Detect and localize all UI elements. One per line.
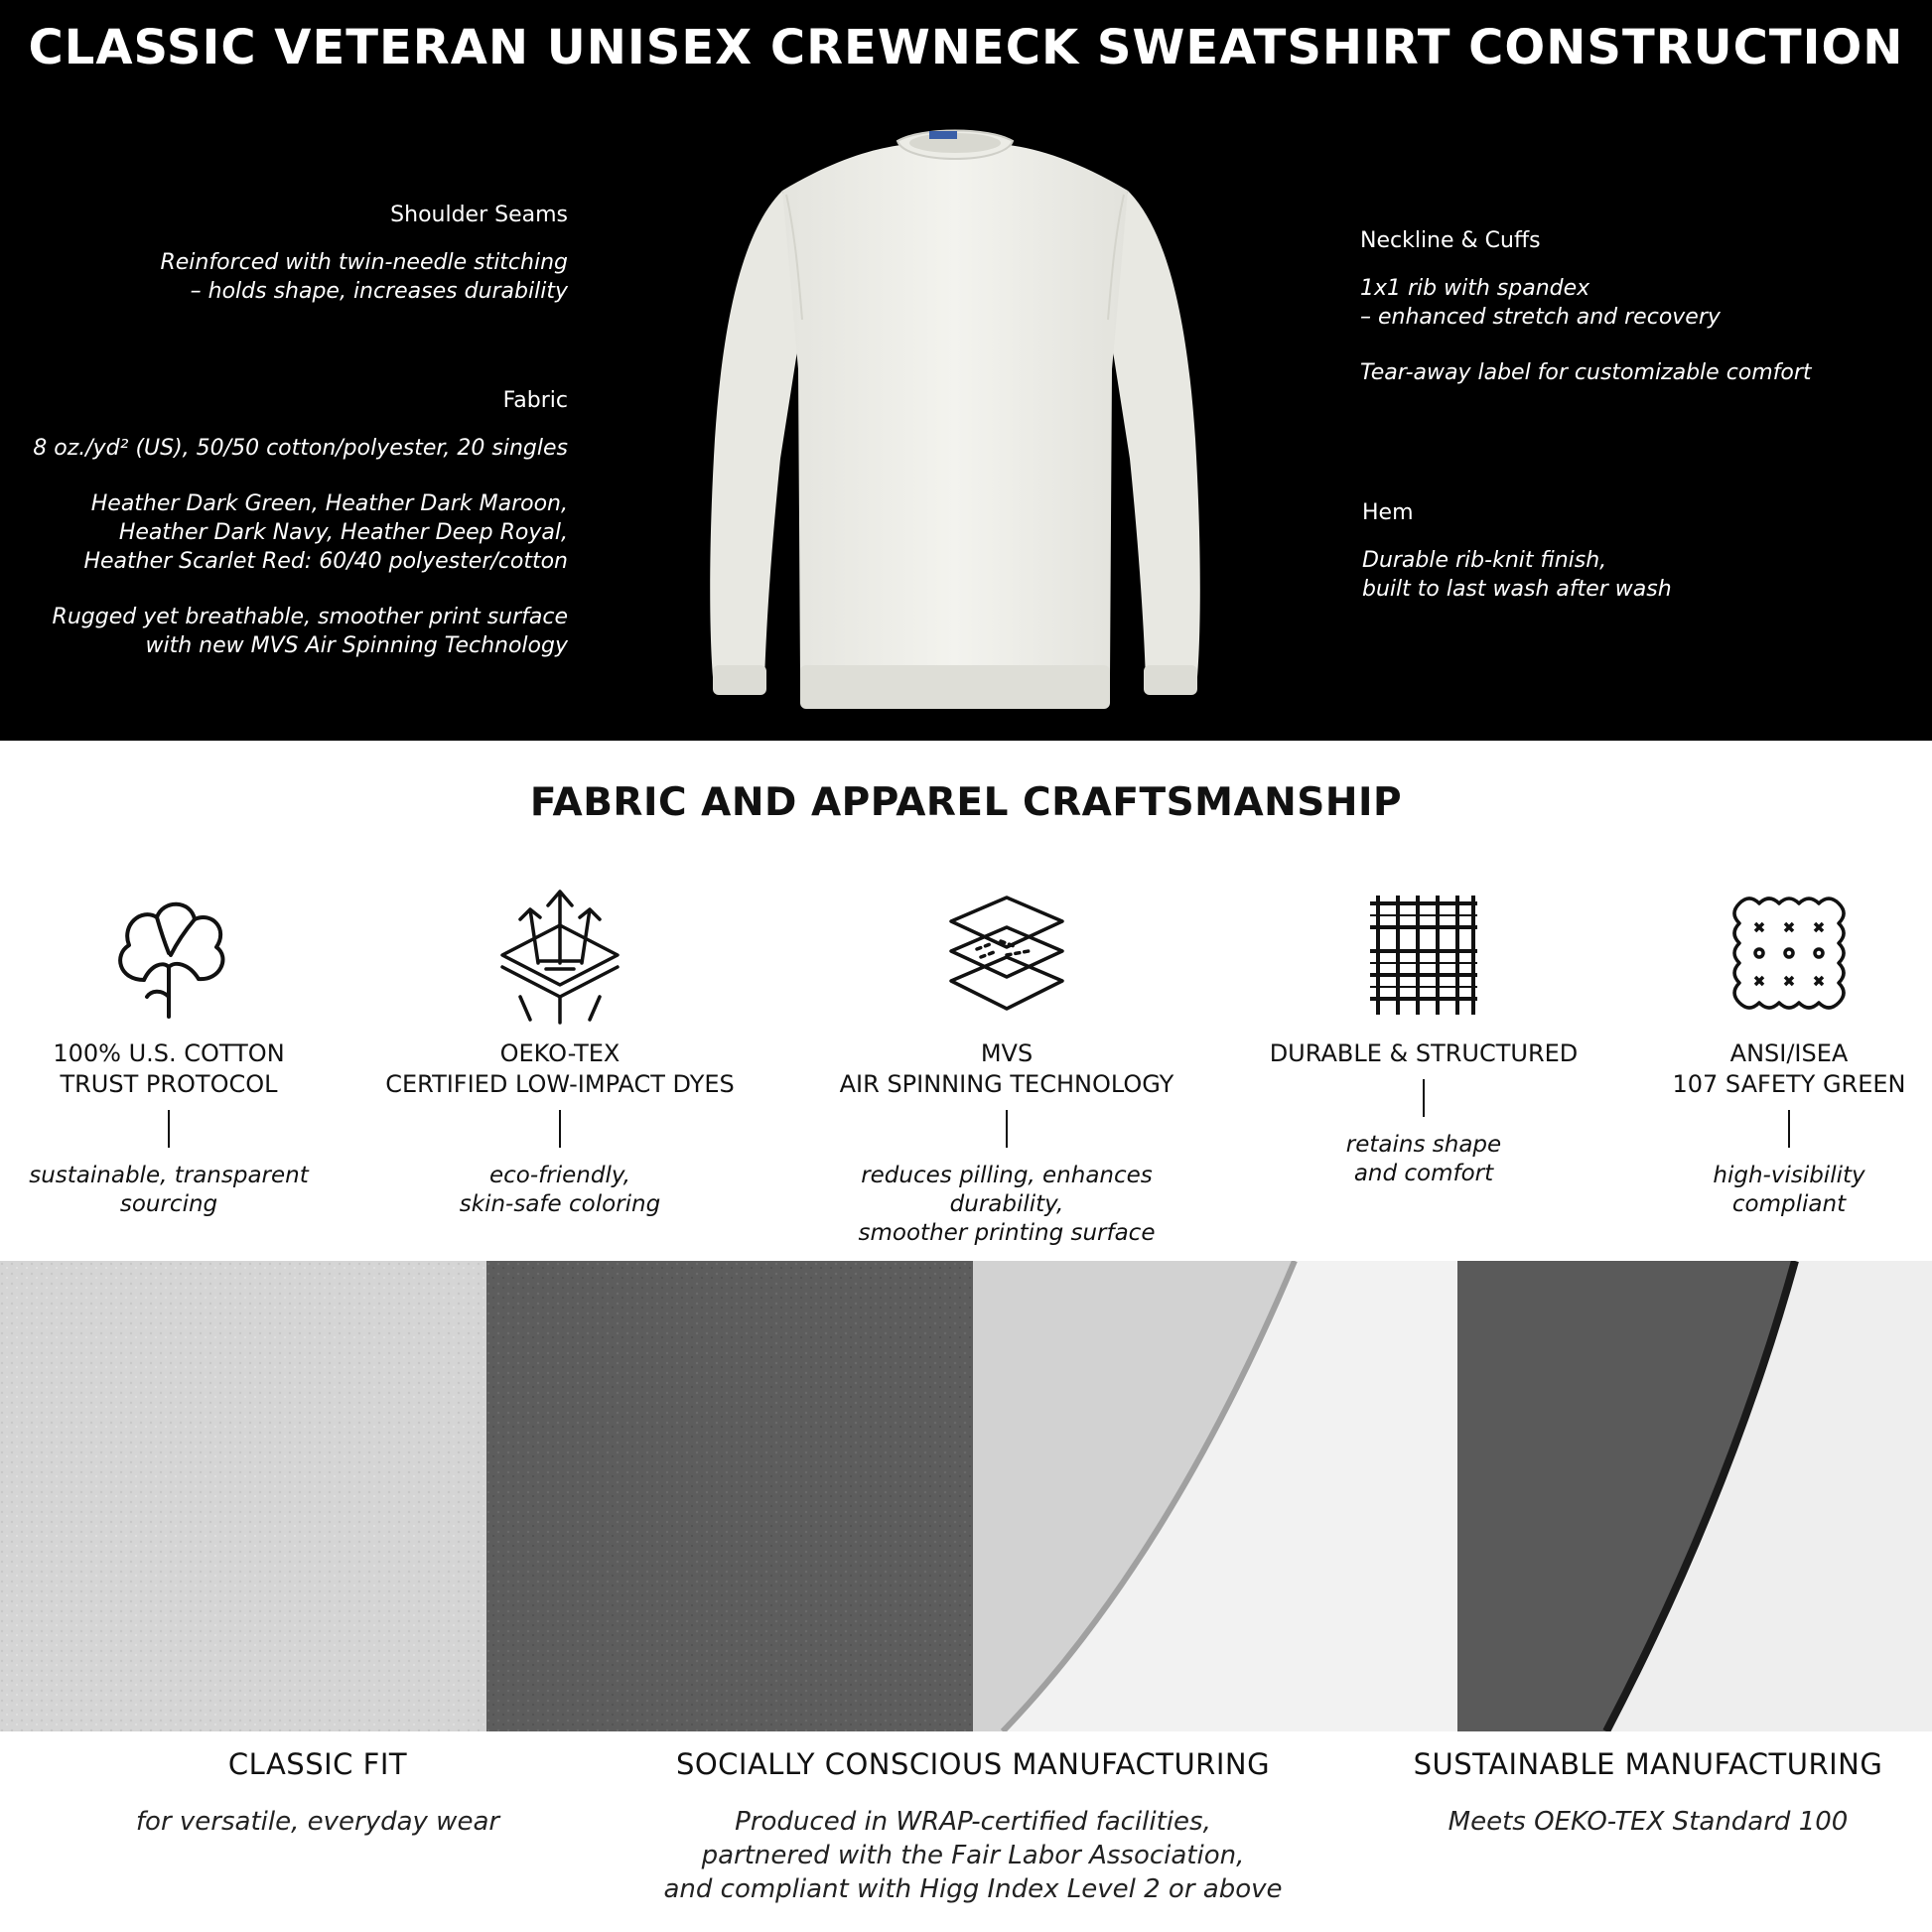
swatch-dark-fleece-fold <box>1457 1261 1932 1731</box>
feature-shoulder-seams <box>12 201 568 333</box>
fleece-fold-texture <box>973 1261 1457 1731</box>
feature-heading: Hem <box>1362 500 1414 525</box>
section-title: FABRIC AND APPAREL CRAFTSMANSHIP <box>529 780 1403 825</box>
feature-label: 100% U.S. COTTON TRUST PROTOCOL <box>53 1039 285 1098</box>
feature-description: eco-friendly, skin-safe coloring <box>459 1163 661 1217</box>
feature-safety-green <box>1600 886 1932 1219</box>
bottom-text: Meets OEKO-TEX Standard 100 <box>1448 1807 1849 1837</box>
feature-fabric <box>12 386 568 687</box>
feature-label: DURABLE & STRUCTURED <box>1269 1039 1579 1067</box>
cotton-icon <box>99 886 238 1025</box>
divider <box>1788 1110 1790 1148</box>
feature-cotton <box>0 886 357 1219</box>
construction-section <box>0 0 1932 741</box>
swatch-light-fleece-fold <box>973 1261 1457 1731</box>
bottom-text: Produced in WRAP-certified facilities, partnered with the Fair Labor Association, and compliant with Higg Index Level 2 or above <box>663 1807 1283 1904</box>
patterned-fabric-icon <box>1720 886 1859 1025</box>
sweatshirt-image <box>703 121 1207 723</box>
feature-text: Heather Dark Green, Heather Dark Maroon, Heather Dark Navy, Heather Deep Royal, Heather Scarlet Red: 60/40 polyester/cotton <box>83 491 568 574</box>
divider <box>168 1110 170 1148</box>
feature-description: sustainable, transparent sourcing <box>29 1163 309 1217</box>
divider <box>559 1110 561 1148</box>
feature-text: Rugged yet breathable, smoother print surface with new MVS Air Spinning Technology <box>52 605 568 658</box>
socially-conscious <box>596 1747 1350 1906</box>
feature-label: MVS AIR SPINNING TECHNOLOGY <box>839 1039 1174 1098</box>
feature-neckline-cuffs <box>1360 226 1916 414</box>
feature-description: high-visibility compliant <box>1713 1163 1865 1217</box>
feature-hem <box>1362 498 1918 630</box>
feature-text: Durable rib-knit finish, built to last wash after wash <box>1362 548 1672 602</box>
fabric-layers-icon <box>937 886 1076 1025</box>
fleece-fold-texture <box>1457 1261 1932 1731</box>
swatch-dark-heather <box>486 1261 973 1731</box>
feature-durable <box>1235 886 1612 1188</box>
bottom-heading: SUSTAINABLE MANUFACTURING <box>1413 1747 1883 1781</box>
feature-text: Tear-away label for customizable comfort <box>1360 360 1812 385</box>
feature-oeko-tex <box>371 886 749 1219</box>
feature-label: OEKO-TEX CERTIFIED LOW-IMPACT DYES <box>385 1039 735 1098</box>
bottom-heading: CLASSIC FIT <box>227 1747 408 1781</box>
divider <box>1006 1110 1008 1148</box>
classic-fit <box>60 1747 576 1839</box>
fabric-breathable-icon <box>490 886 629 1025</box>
divider <box>1423 1079 1425 1117</box>
feature-heading: Neckline & Cuffs <box>1360 228 1541 253</box>
feature-text: 8 oz./yd² (US), 50/50 cotton/polyester, 20 singles <box>33 436 568 461</box>
feature-mvs <box>818 886 1195 1248</box>
feature-heading: Shoulder Seams <box>390 203 568 227</box>
swatch-light-heather <box>0 1261 486 1731</box>
page-title: CLASSIC VETERAN UNISEX CREWNECK SWEATSHIRT CONSTRUCTION <box>28 20 1904 75</box>
feature-heading: Fabric <box>502 388 568 413</box>
heather-texture <box>486 1261 973 1731</box>
feature-label: ANSI/ISEA 107 SAFETY GREEN <box>1672 1039 1906 1098</box>
feature-text: 1x1 rib with spandex – enhanced stretch and recovery <box>1360 276 1721 330</box>
bottom-text: for versatile, everyday wear <box>135 1807 500 1837</box>
bottom-heading: SOCIALLY CONSCIOUS MANUFACTURING <box>675 1747 1271 1781</box>
sustainable-manufacturing <box>1390 1747 1906 1839</box>
feature-description: retains shape and comfort <box>1345 1132 1502 1186</box>
heather-texture <box>0 1261 486 1731</box>
feature-description: reduces pilling, enhances durability, smoother printing surface <box>858 1163 1156 1246</box>
mesh-grid-icon <box>1354 886 1493 1025</box>
feature-text: Reinforced with twin-needle stitching – holds shape, increases durability <box>160 250 568 304</box>
